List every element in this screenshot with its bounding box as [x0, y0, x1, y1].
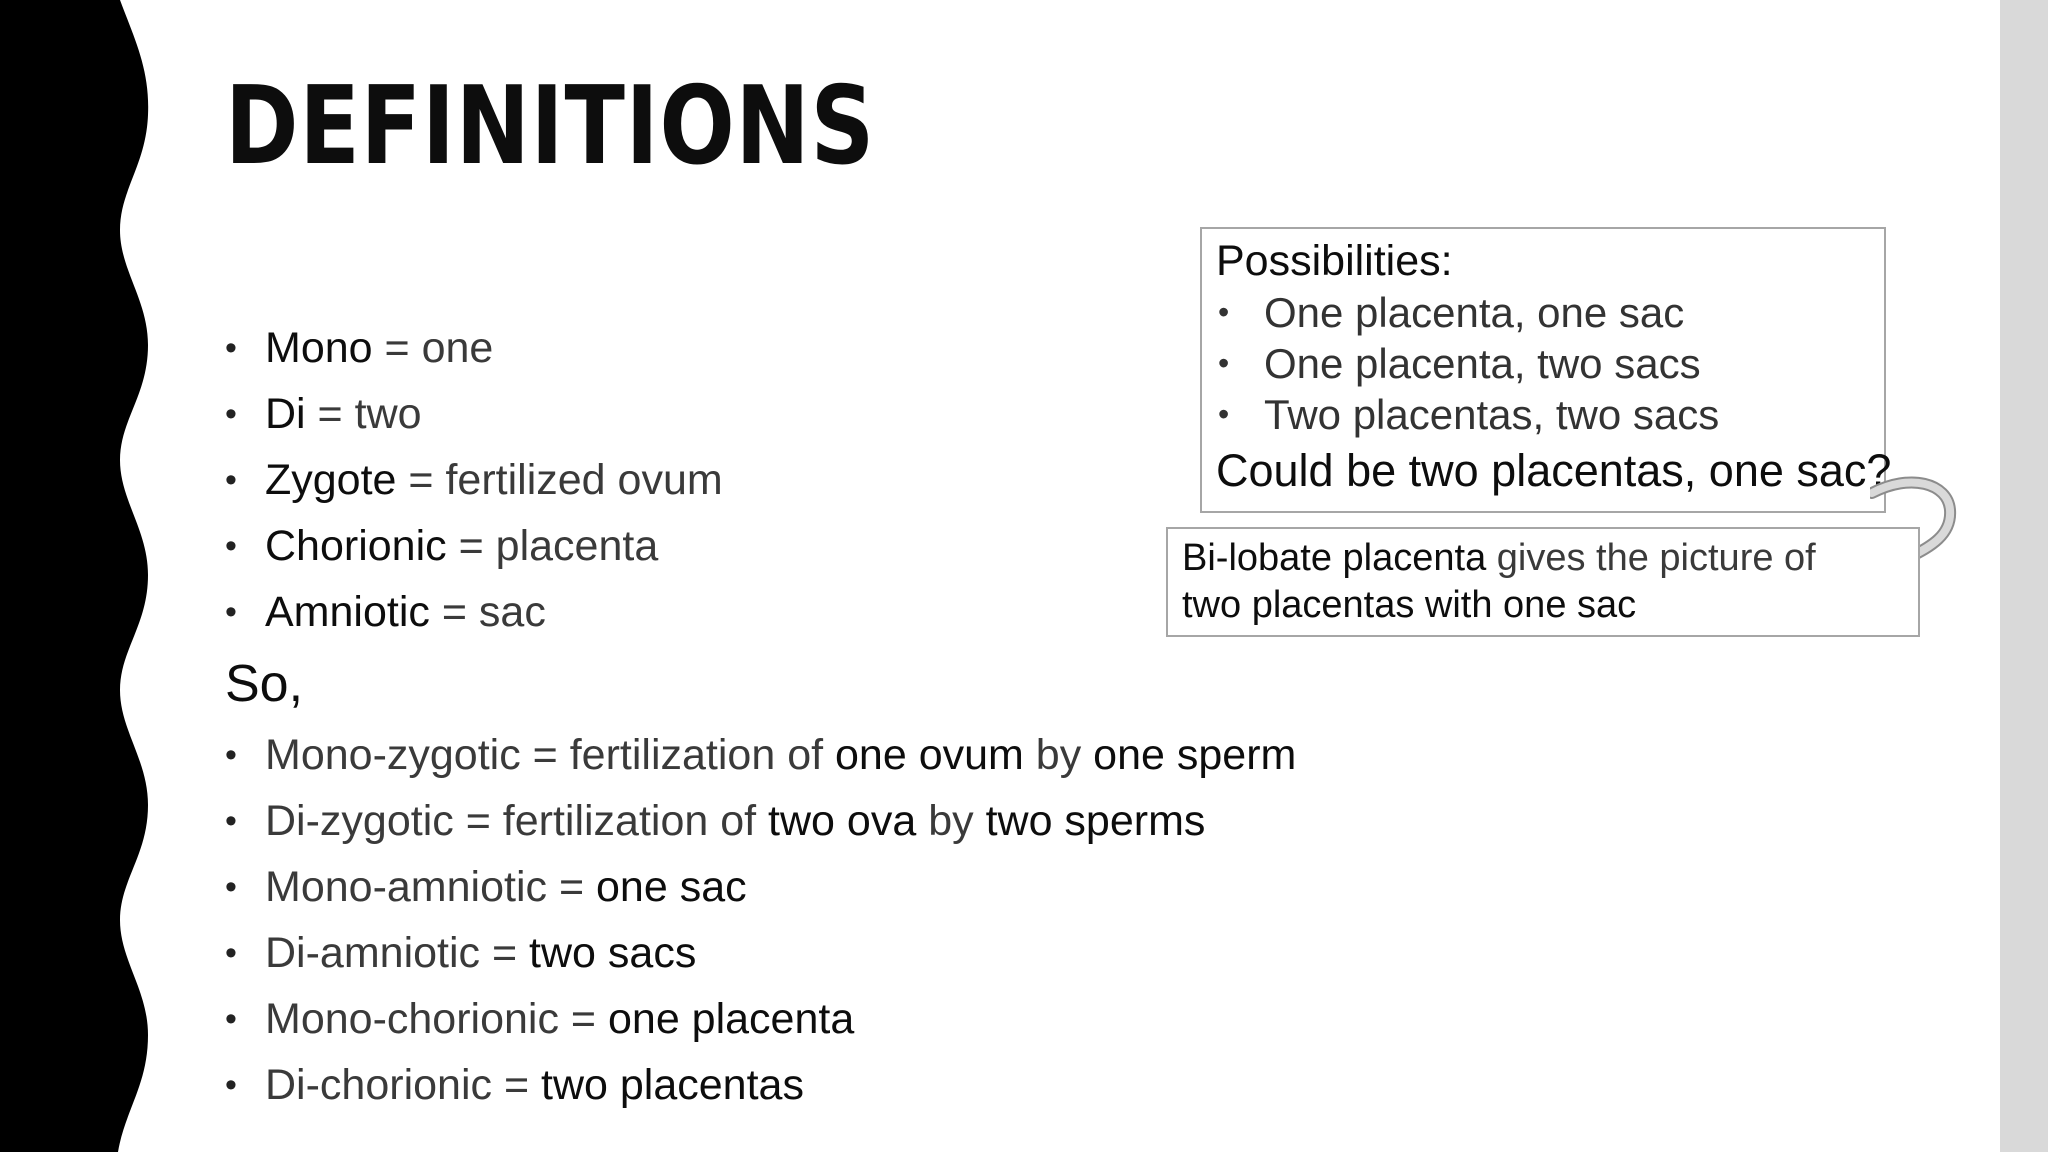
- right-edge-bar: [2000, 0, 2048, 1152]
- list-item: • Mono-amniotic = one sac: [225, 854, 1296, 920]
- possibilities-question: Could be two placentas, one sac?: [1216, 445, 1892, 496]
- so-label: So,: [225, 655, 304, 713]
- list-item: • One placenta, two sacs: [1216, 338, 1870, 389]
- possibilities-list: [1216, 287, 1870, 440]
- possibilities-box: [1200, 227, 1892, 513]
- list-item: • Di = two: [225, 381, 723, 447]
- list-item: • Zygote = fertilized ovum: [225, 447, 723, 513]
- list-item: • Mono-zygotic = fertilization of one ovum by one sperm: [225, 722, 1296, 788]
- list-item: • Di-amniotic = two sacs: [225, 920, 1296, 986]
- definitions-list: [225, 315, 723, 645]
- list-item: • Amniotic = sac: [225, 579, 723, 645]
- list-item: • Mono-chorionic = one placenta: [225, 986, 1296, 1052]
- page-title: DEFINITIONS: [225, 64, 876, 189]
- list-item: • Di-chorionic = two placentas: [225, 1052, 1296, 1118]
- list-item: • Chorionic = placenta: [225, 513, 723, 579]
- derived-definitions-list: [225, 722, 1296, 1118]
- note-box: [1166, 527, 1920, 637]
- note-line-1: Bi-lobate placenta gives the picture of: [1182, 537, 1816, 579]
- list-item: • Two placentas, two sacs: [1216, 389, 1870, 440]
- list-item: • Mono = one: [225, 315, 723, 381]
- wavy-left-border: [0, 0, 160, 1152]
- list-item: • One placenta, one sac: [1216, 287, 1870, 338]
- list-item: • Di-zygotic = fertilization of two ova by two sperms: [225, 788, 1296, 854]
- possibilities-title: Possibilities:: [1216, 237, 1453, 285]
- note-line-2: two placentas with one sac: [1182, 584, 1637, 626]
